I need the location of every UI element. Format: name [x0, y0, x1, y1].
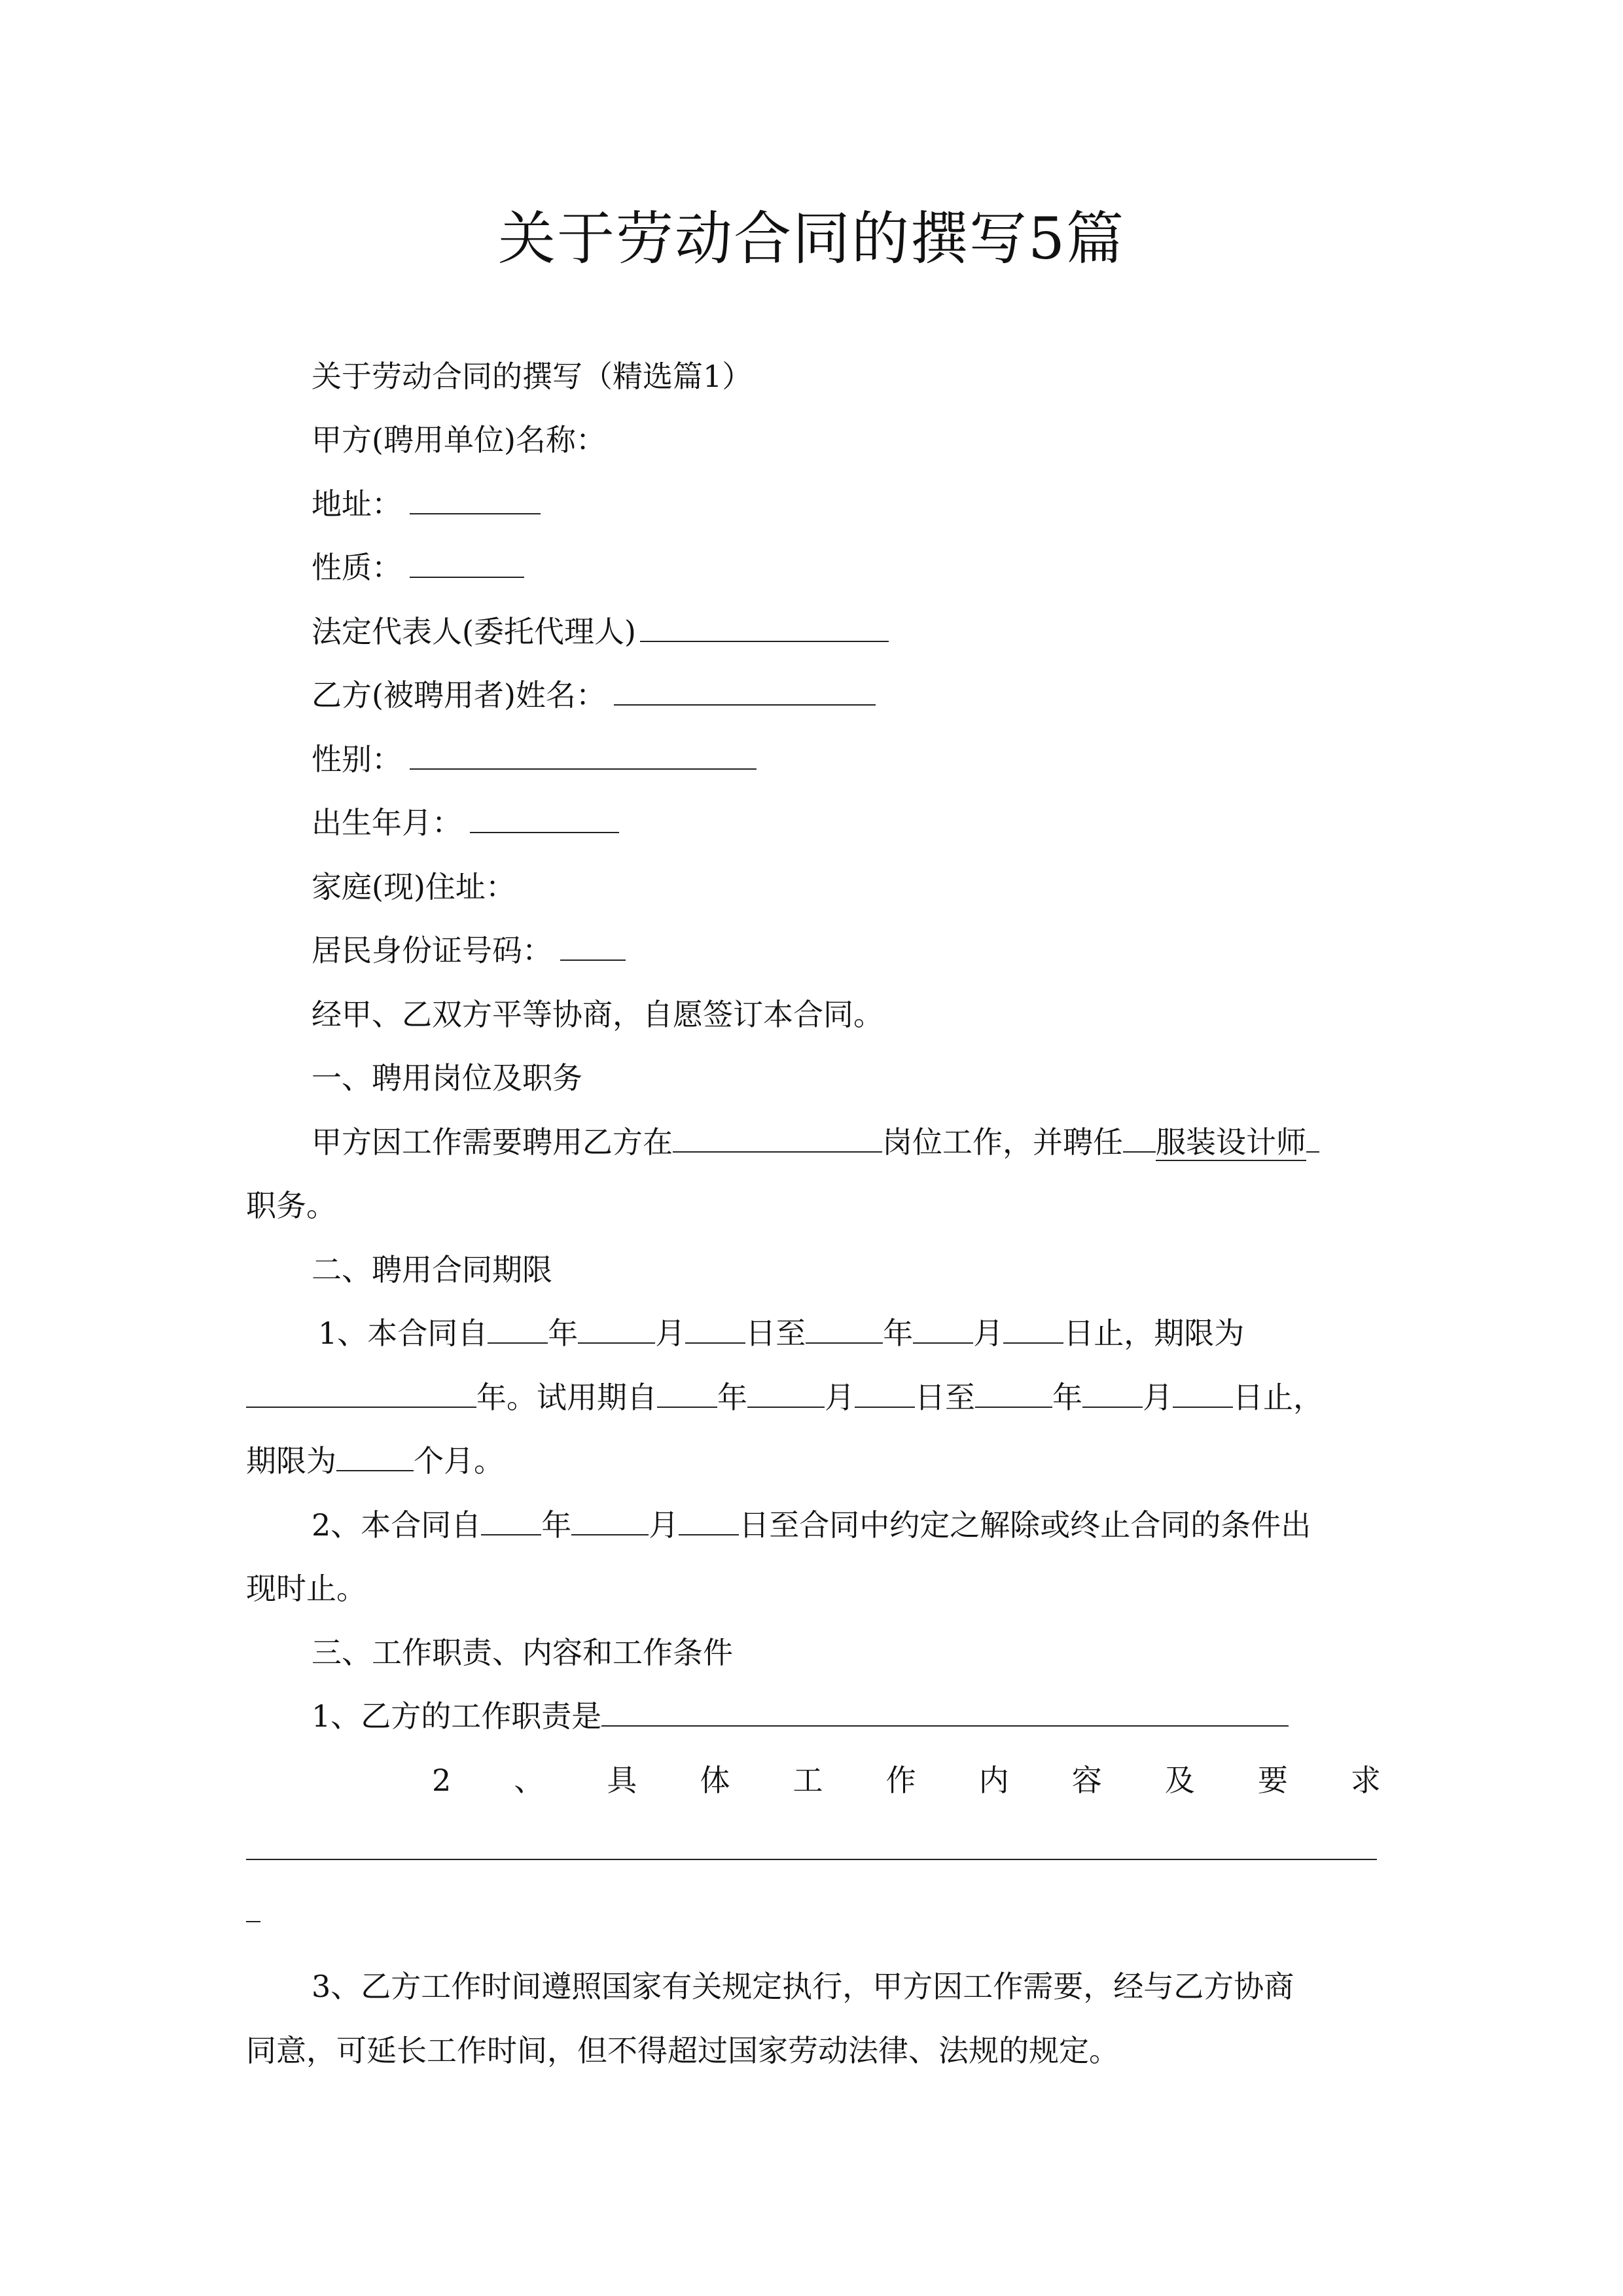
term-start-year-blank[interactable]: [488, 1315, 548, 1344]
employee-name-line: [312, 675, 876, 715]
probation-month-label-2: 月: [1143, 1380, 1173, 1415]
position-text-b: 岗位工作，并聘任: [882, 1124, 1123, 1160]
open-term-year-blank[interactable]: [481, 1507, 541, 1535]
legal-rep-label: 法定代表人(委托代理人): [312, 614, 636, 649]
probation-end-day-blank[interactable]: [1173, 1379, 1233, 1408]
term-to-label: 日至: [745, 1316, 806, 1351]
employee-name-label: 乙方(被聘用者)姓名：: [312, 677, 606, 713]
probation-months-label: 个月。: [414, 1443, 504, 1479]
term-month-label-2: 月: [973, 1316, 1004, 1351]
probation-start-month-blank[interactable]: [747, 1379, 825, 1408]
open-term-month-blank[interactable]: [571, 1507, 649, 1535]
birth-label: 出生年月：: [312, 805, 462, 840]
duty-blank-left[interactable]: [1123, 1124, 1156, 1153]
work-content-line: [432, 1761, 1381, 1800]
term-line-2: [246, 1378, 1323, 1417]
duty-line-end: 职务。: [246, 1188, 336, 1223]
nature-label: 性质：: [312, 550, 402, 585]
probation-to-label: 日至: [915, 1380, 975, 1415]
term-length-blank[interactable]: [246, 1379, 476, 1408]
address-line: [312, 484, 541, 524]
duty-blank-right[interactable]: [1306, 1124, 1319, 1153]
open-term-day-blank[interactable]: [679, 1507, 739, 1535]
nature-blank[interactable]: [410, 549, 524, 578]
probation-start-day-blank[interactable]: [855, 1379, 915, 1408]
open-term-text: 2、本合同自: [312, 1507, 482, 1543]
id-number-line: [312, 931, 626, 970]
work-content-char: 具: [607, 1763, 637, 1798]
term-month-label: 月: [655, 1316, 686, 1351]
term-end-year-blank[interactable]: [806, 1315, 883, 1344]
work-content-char: 内: [978, 1763, 1009, 1798]
work-content-char: 要: [1257, 1763, 1288, 1798]
document-title: 关于劳动合同的撰写5篇: [498, 205, 1125, 272]
birth-blank[interactable]: [470, 804, 619, 833]
id-number-blank[interactable]: [560, 932, 626, 961]
open-term-condition: 日至合同中约定之解除或终止合同的条件出: [739, 1507, 1311, 1543]
term-end-day-blank[interactable]: [1003, 1315, 1063, 1344]
employer-name-label: 甲方(聘用单位)名称：: [312, 422, 606, 457]
duty-value: 服装设计师: [1156, 1124, 1306, 1160]
heading-position: 一、聘用岗位及职务: [312, 1060, 582, 1096]
probation-year-label: 年: [717, 1380, 747, 1415]
probation-year-label-2: 年: [1052, 1380, 1082, 1415]
term-year-label-2: 年: [883, 1316, 914, 1351]
term-year-label: 年: [548, 1316, 579, 1351]
home-address-line: [312, 867, 516, 906]
work-content-char: 容: [1071, 1763, 1102, 1798]
term-line-5: 现时止。: [246, 1571, 366, 1606]
working-hours-line: 3、乙方工作时间遵照国家有关规定执行，甲方因工作需要，经与乙方协商: [312, 1969, 1294, 2004]
probation-month-label: 月: [825, 1380, 855, 1415]
probation-length-blank[interactable]: [336, 1443, 414, 1471]
work-content-char: 作: [885, 1763, 916, 1798]
work-content-char: 及: [1164, 1763, 1195, 1798]
address-label: 地址：: [312, 486, 402, 522]
agreement-statement: 经甲、乙双方平等协商，自愿签订本合同。: [312, 997, 883, 1032]
employer-name-line: [312, 420, 606, 459]
probation-end-year-blank[interactable]: [975, 1379, 1052, 1408]
address-blank[interactable]: [410, 486, 541, 514]
gender-label: 性别：: [312, 742, 402, 777]
work-content-char: 工: [793, 1763, 823, 1798]
position-text-a: 甲方因工作需要聘用乙方在: [312, 1124, 673, 1160]
open-term-year-label: 年: [541, 1507, 572, 1543]
nature-line: [312, 548, 524, 587]
id-number-label: 居民身份证号码：: [312, 933, 552, 968]
term-end-month-blank[interactable]: [913, 1315, 973, 1344]
legal-rep-blank[interactable]: [640, 613, 889, 642]
work-content-char: 求: [1350, 1763, 1381, 1798]
birth-line: [312, 803, 619, 842]
duties-label: 1、乙方的工作职责是: [312, 1698, 602, 1734]
term-start-month-blank[interactable]: [578, 1315, 655, 1344]
probation-start-year-blank[interactable]: [657, 1379, 717, 1408]
section-heading-1: 关于劳动合同的撰写（精选篇1）: [312, 359, 753, 394]
term-text-a: 1、本合同自: [318, 1316, 488, 1351]
term-start-day-blank[interactable]: [685, 1315, 745, 1344]
heading-term: 二、聘用合同期限: [312, 1252, 552, 1287]
home-address-label: 家庭(现)住址：: [312, 869, 516, 905]
work-content-char: 、: [514, 1763, 544, 1798]
duties-line: [312, 1696, 1289, 1736]
duties-blank[interactable]: [601, 1698, 1289, 1727]
working-hours-line-2: 同意，可延长工作时间，但不得超过国家劳动法律、法规的规定。: [246, 2033, 1119, 2068]
term-line-4: [312, 1505, 1311, 1545]
work-content-char: 2: [432, 1763, 452, 1798]
term-until-label: 日止，期限为: [1063, 1316, 1245, 1351]
open-term-month-label: 月: [649, 1507, 679, 1543]
work-content-blank-tail[interactable]: [246, 1921, 260, 1922]
probation-text: 年。试用期自: [476, 1380, 657, 1415]
work-content-char: 体: [700, 1763, 730, 1798]
legal-rep-line: [312, 612, 889, 651]
work-content-blank[interactable]: [246, 1859, 1377, 1860]
employee-name-blank[interactable]: [614, 677, 876, 706]
gender-blank[interactable]: [410, 741, 757, 770]
position-blank[interactable]: [673, 1124, 882, 1153]
probation-until-label: 日止，: [1233, 1380, 1323, 1415]
probation-end-month-blank[interactable]: [1082, 1379, 1143, 1408]
term-line-1: [318, 1314, 1244, 1353]
heading-duties: 三、工作职责、内容和工作条件: [312, 1635, 733, 1670]
term-line-3: [246, 1441, 504, 1480]
gender-line: [312, 740, 757, 779]
position-line: [312, 1122, 1319, 1162]
probation-length-label: 期限为: [246, 1443, 336, 1479]
